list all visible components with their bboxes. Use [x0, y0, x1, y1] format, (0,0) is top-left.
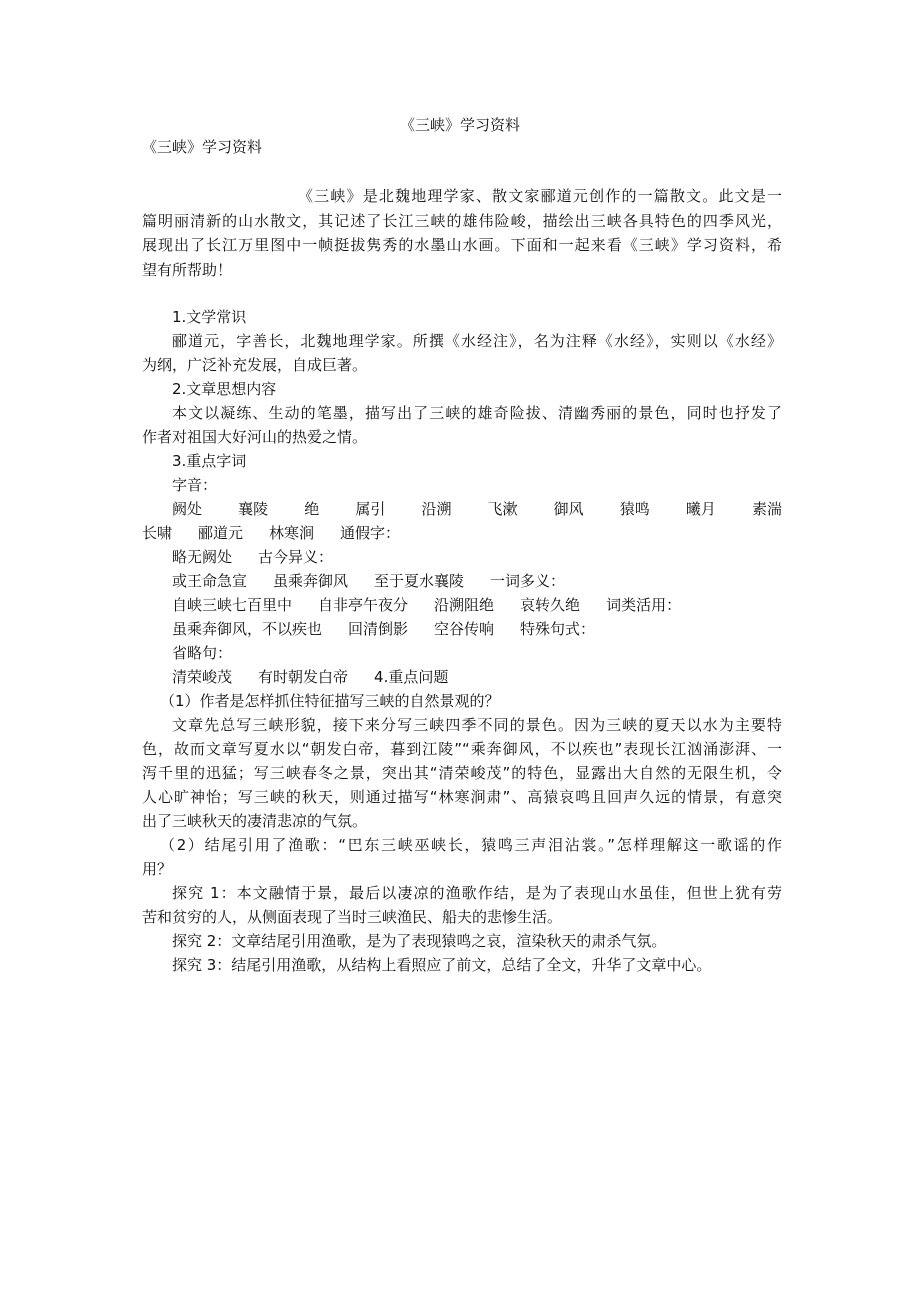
body-line: 作者对祖国大好河山的热爱之情。 [142, 428, 368, 446]
answer-line: 色，故而文章写夏水以“朝发白帝，暮到江陵”“乘奔御风，不以疾也”表现长江汹涌澎湃、一 [142, 740, 782, 758]
word-row [172, 594, 782, 616]
section-heading: 1.文学常识 [172, 308, 247, 326]
subtitle: 《三峡》学习资料 [142, 138, 263, 156]
body-line: 本文以凝练、生动的笔墨，描写出了三峡的雄奇险拔、清幽秀丽的景色，同时也抒发了 [172, 404, 782, 422]
word: 特殊句式： [520, 620, 596, 638]
word-row [172, 666, 782, 688]
answer-line: 文章先总写三峡形貌，接下来分写三峡四季不同的景色。因为三峡的夏天以水为主要特 [172, 716, 782, 734]
intro-line: 《三峡》是北魏地理学家、散文家郦道元创作的一篇散文。此文是一 [298, 187, 782, 205]
word: 阙处 [172, 500, 203, 518]
word: 有时朝发白帝 [258, 668, 349, 686]
word: 自非亭午夜分 [318, 596, 409, 614]
word: 词类活用： [606, 596, 682, 614]
word: 绝 [304, 500, 320, 518]
word: 沿溯阻绝 [434, 596, 495, 614]
intro-line: 篇明丽清新的山水散文，其记述了长江三峡的雄伟险峻，描绘出三峡各具特色的四季风光， [142, 212, 782, 230]
word: 略无阙处 [172, 548, 233, 566]
word: 属引 [355, 500, 386, 518]
word-row [172, 570, 782, 592]
word: 或王命急宣 [172, 572, 248, 590]
word: 曦月 [685, 500, 716, 518]
exploration-line: 探究 1：本文融情于景，最后以凄凉的渔歌作结，是为了表现山水虽佳，但世上犹有劳 [172, 884, 782, 902]
word: 清荣峻茂 [172, 668, 233, 686]
section-heading: 4.重点问题 [374, 668, 449, 686]
word: 林寒涧 [269, 524, 315, 542]
word: 至于夏水襄陵 [374, 572, 465, 590]
question: （2）结尾引用了渔歌：“巴东三峡巫峡长，猿鸣三声泪沾裳。”怎样理解这一歌谣的作 [160, 836, 782, 854]
word-row [142, 522, 782, 544]
body-line: 为纲，广泛补充发展，自成巨著。 [142, 356, 368, 374]
word: 自峡三峡七百里中 [172, 596, 293, 614]
word: 素湍 [751, 500, 782, 518]
word-row [172, 498, 782, 520]
word: 长啸 [142, 524, 173, 542]
word: 通假字： [340, 524, 401, 542]
answer-line: 泻千里的迅猛；写三峡春冬之景，突出其“清荣峻茂”的特色，显露出大自然的无限生机，令 [142, 764, 782, 782]
word: 猿鸣 [619, 500, 650, 518]
exploration-line: 探究 2：文章结尾引用渔歌，是为了表现猿鸣之哀，渲染秋天的肃杀气氛。 [172, 932, 667, 950]
word: 沿溯 [421, 500, 452, 518]
word: 古今异义： [258, 548, 334, 566]
word: 回清倒影 [348, 620, 409, 638]
word: 襄陵 [238, 500, 269, 518]
word-row: 省略句： [172, 644, 233, 662]
section-heading: 2.文章思想内容 [172, 380, 277, 398]
word-row [172, 546, 782, 568]
exploration-line: 探究 3：结尾引用渔歌，从结构上看照应了前文，总结了全文，升华了文章中心。 [172, 956, 712, 974]
intro-line: 展现出了长江万里图中一帧挺拔隽秀的水墨山水画。下面和一起来看《三峡》学习资料，希 [142, 236, 782, 254]
answer-line: 出了三峡秋天的凄清悲凉的气氛。 [142, 812, 368, 830]
question: （1）作者是怎样抓住特征描写三峡的自然景观的？ [160, 692, 500, 710]
word-row [172, 618, 782, 640]
word: 郦道元 [198, 524, 244, 542]
word: 一词多义： [490, 572, 566, 590]
page-title: 《三峡》学习资料 [399, 116, 520, 134]
word: 哀转久绝 [520, 596, 581, 614]
word: 虽乘奔御风，不以疾也 [172, 620, 323, 638]
intro-line: 望有所帮助！ [142, 261, 233, 279]
word: 虽乘奔御风 [273, 572, 349, 590]
exploration-line: 苦和贫穷的人，从侧面表现了当时三峡渔民、船夫的悲惨生活。 [142, 908, 563, 926]
pronunciation-label: 字音： [172, 476, 218, 494]
question: 用？ [142, 860, 173, 878]
body-line: 郦道元，字善长，北魏地理学家。所撰《水经注》，名为注释《水经》，实则以《水经》 [172, 332, 782, 350]
word: 御风 [553, 500, 584, 518]
word: 飞漱 [487, 500, 518, 518]
section-heading: 3.重点字词 [172, 452, 247, 470]
answer-line: 人心旷神怡；写三峡的秋天，则通过描写“林寒涧肃”、高猿哀鸣且回声久远的情景，有意突 [142, 788, 782, 806]
word: 空谷传响 [434, 620, 495, 638]
